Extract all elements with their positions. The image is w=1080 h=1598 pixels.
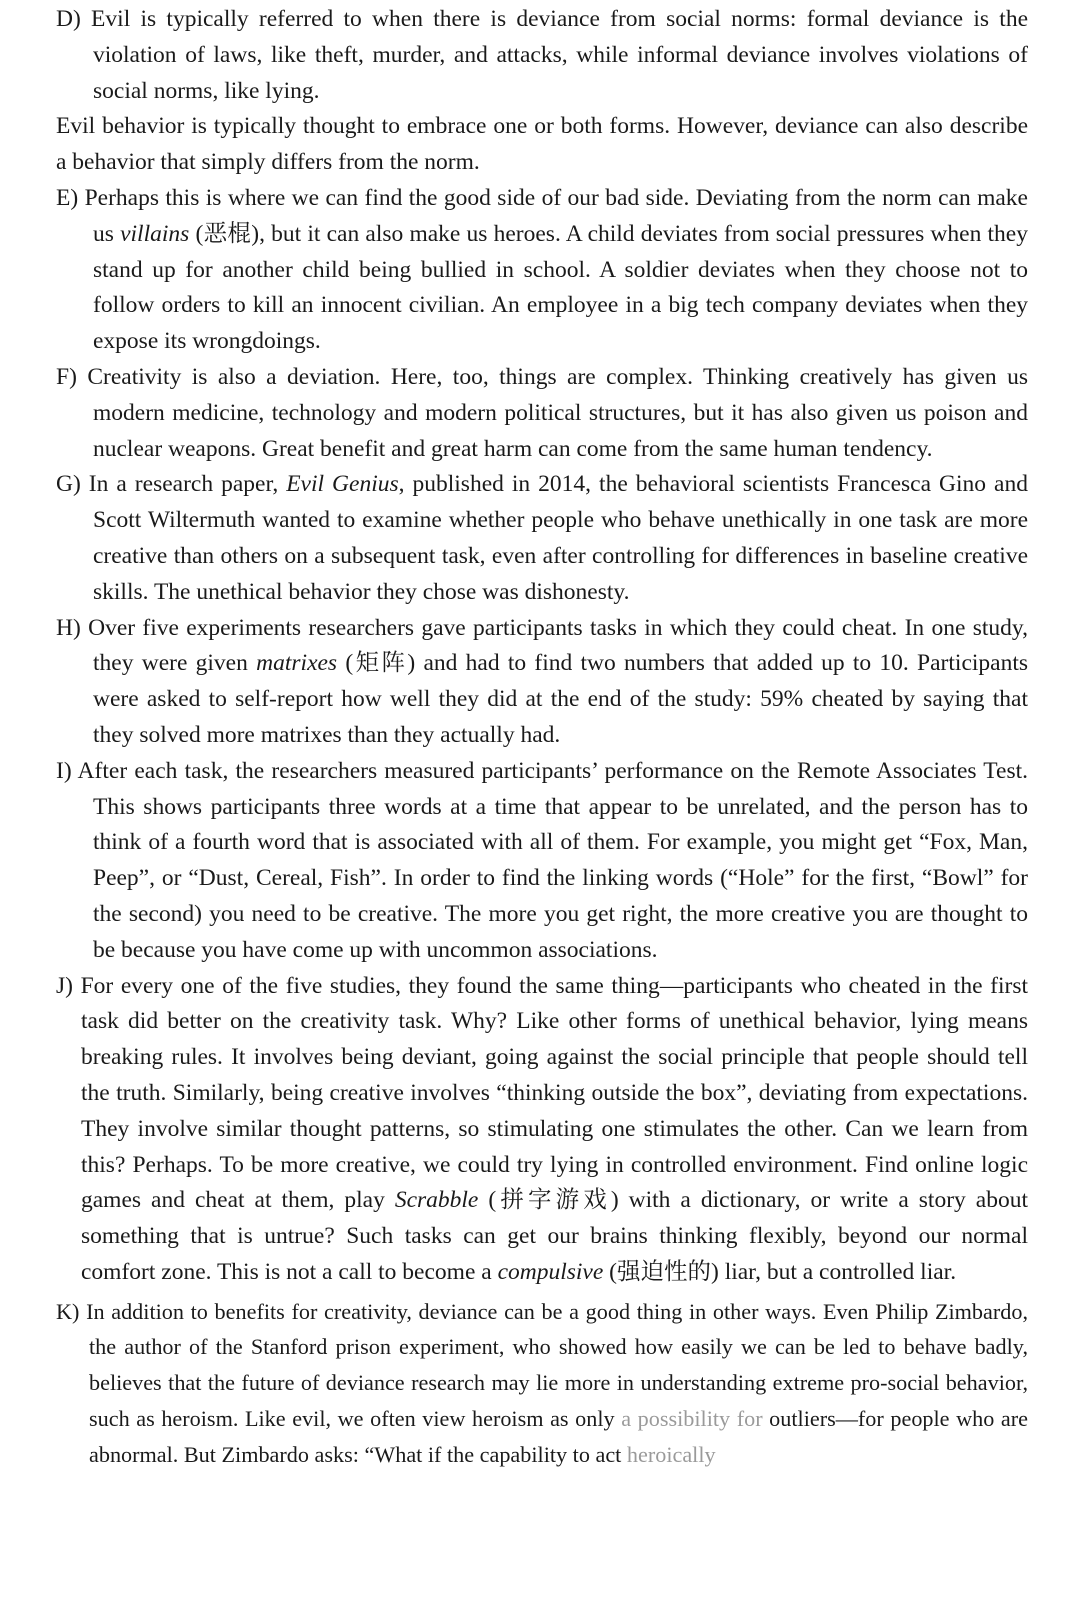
paragraph-h	[56, 611, 1028, 754]
paragraph-j-text-2: (拼字游戏) with a dictionary, or write a story about something that is untrue? Such tasks can get our brains thinking flexibly, beyond our normal comfort zone. This is not a call to become a	[81, 1187, 1028, 1285]
paragraph-g-text-1: G) In a research paper,	[56, 471, 287, 498]
term-scrabble: Scrabble	[394, 1187, 479, 1214]
paragraph-d	[56, 2, 1028, 109]
paragraph-k	[56, 1294, 1028, 1473]
faded-text-heroically: heroically	[626, 1441, 716, 1467]
paragraph-g	[56, 467, 1028, 610]
paragraph-h-text-2: (矩阵) and had to find two numbers that added up to 10. Participants were asked to self-report how well they did at the end of the study: 59% cheated by saying that they solved more matrixes than they actually had.	[93, 650, 1029, 748]
paragraph-d-continuation	[56, 109, 1028, 181]
paragraph-e-text-2: (恶棍), but it can also make us heroes. A child deviates from social pressures when they stand up for another child being bullied in school. A soldier deviates when they choose not to follow orders to kill an innocent civilian. An employee in a big tech company deviates when they expose its wrongdoings.	[93, 220, 1028, 355]
paragraph-d-text: D) Evil is typically referred to when there is deviance from social norms: formal deviance is the violation of laws, like theft, murder, and attacks, while informal deviance involves violations of social norms, like lying.	[56, 6, 1028, 104]
paragraph-f	[56, 360, 1028, 467]
paragraph-e-text-1: E) Perhaps this is where we can find the good side of our bad side. Deviating from the norm can make us	[56, 184, 1028, 247]
paragraph-i	[56, 754, 1028, 969]
faded-text-possibility: a possibility for	[621, 1406, 763, 1432]
paragraph-j-text-1: J) For every one of the five studies, they found the same thing—participants who cheated in the first task did better on the creativity task. Why? Like other forms of unethical behavior, lying means breaking rules. It involves being deviant, going against the social principle that people should tell the truth. Similarly, being creative involves “thinking outside the box”, deviating from expectations. They involve similar thought patterns, so stimulating one stimulates the other. Can we learn from this? Perhaps. To be more creative, we could try lying in controlled environment. Find online logic games and cheat at them, play	[56, 972, 1028, 1214]
term-villains: villains	[120, 220, 190, 247]
term-compulsive: compulsive	[497, 1258, 604, 1285]
paragraph-f-text: F) Creativity is also a deviation. Here, too, things are complex. Thinking creatively has given us modern medicine, technology and modern political structures, but it has also given us poison and nuclear weapons. Great benefit and great harm can come from the same human tendency.	[56, 363, 1028, 462]
paragraph-j	[56, 969, 1028, 1291]
paragraph-d-continuation-text: Evil behavior is typically thought to embrace one or both forms. However, deviance can also describe a behavior that simply differs from the norm.	[56, 113, 1028, 176]
paragraph-j-text-3: (强迫性的) liar, but a controlled liar.	[603, 1258, 957, 1285]
paragraph-i-text: I) After each task, the researchers measured participants’ performance on the Remote Associates Test. This shows participants three words at a time that appear to be unrelated, and the person has to think of a fourth word that is associated with all of them. For example, you might get “Fox, Man, Peep”, or “Dust, Cereal, Fish”. In order to find the linking words (“Hole” for the first, “Bowl” for the second) you need to be creative. The more you get right, the more creative you are thought to be because you have come up with uncommon associations.	[56, 757, 1028, 963]
paragraph-h-text-1: H) Over five experiments researchers gave participants tasks in which they could cheat. In one study, they were given	[56, 614, 1028, 677]
paper-title-evil-genius: Evil Genius	[286, 471, 399, 498]
term-matrixes: matrixes	[256, 650, 338, 677]
paragraph-k-text-2: outliers—for people who are abnormal. But Zimbardo asks: “What if the capability to act	[89, 1406, 1029, 1467]
paragraph-g-text-2: , published in 2014, the behavioral scientists Francesca Gino and Scott Wiltermuth wanted to examine whether people who behave unethically in one task are more creative than others on a subsequent task, even after controlling for differences in baseline creative skills. The unethical behavior they chose was dishonesty.	[93, 471, 1028, 605]
paragraph-e	[56, 181, 1028, 360]
paragraph-k-text-1: K) In addition to benefits for creativity, deviance can be a good thing in other ways. Even Philip Zimbardo, the author of the Stanford prison experiment, who showed how easily we can be led to behave badly, believes that the future of deviance research may lie more in understanding extreme pro-social behavior, such as heroism. Like evil, we often view heroism as only	[56, 1298, 1028, 1432]
